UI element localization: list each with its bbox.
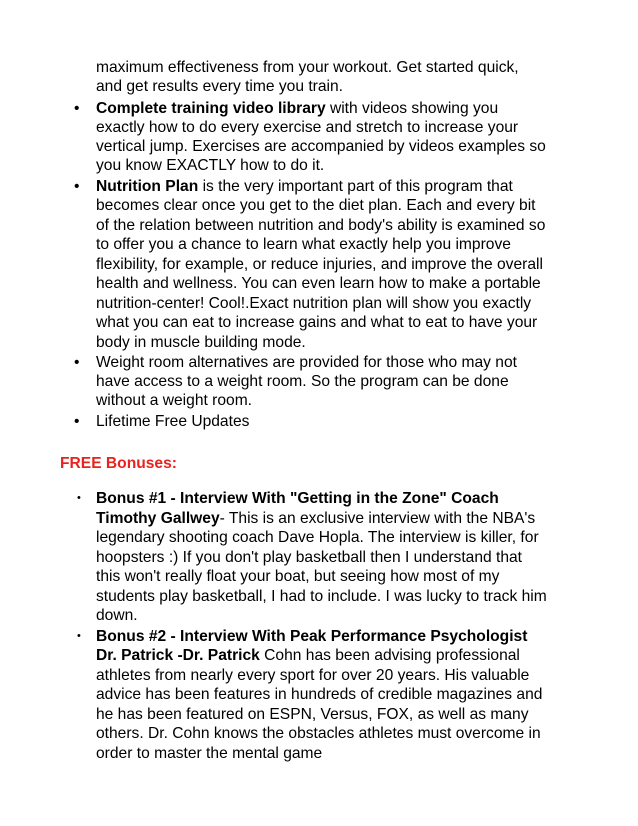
intro-line-2: and get results every time you train. xyxy=(96,78,344,95)
bonus-2-title: Bonus #2 - Interview With Peak Performance Psychologist xyxy=(96,628,528,645)
bonus-1-title-name: Timothy Gallwey xyxy=(96,510,220,527)
feature-3-line-2: have access to a weight room. So the program can be done xyxy=(96,373,509,390)
feature-1-text: with videos showing you xyxy=(325,100,499,117)
bonus-2-title-name: Dr. Patrick -Dr. Patrick xyxy=(96,647,260,664)
bonus-1-line-4: hoopsters :) If you don't play basketball then I understand that xyxy=(96,549,523,566)
feature-2-line-4: to offer you a chance to learn what exactly help you improve xyxy=(96,236,511,253)
feature-2-line-5: flexibility, for example, or reduce injuries, and improve the overall xyxy=(96,256,543,273)
bonus-2-line-5: he has been featured on ESPN, Versus, FOX, as well as many xyxy=(96,706,529,723)
feature-3-line-3: without a weight room. xyxy=(96,392,253,409)
bonus-1-line-6: students play basketball, I had to include. I was lucky to track him xyxy=(96,588,547,605)
bonus-2-line-7: order to master the mental game xyxy=(96,745,323,762)
feature-1-line-1 xyxy=(96,99,498,118)
bonus-2-line-4: advice has been features in hundreds of credible magazines and xyxy=(96,686,543,703)
feature-2-line-3: of the relation between nutrition and body's ability is examined so xyxy=(96,217,546,234)
bonus-1-line-7: down. xyxy=(96,607,138,624)
bonus-2-line-3: athletes from nearly every sport for over 20 years. His valuable xyxy=(96,667,530,684)
feature-2-title: Nutrition Plan xyxy=(96,178,199,195)
bonus-1-title-line-1 xyxy=(96,489,499,508)
bullet-icon: • xyxy=(74,100,80,117)
feature-2-line-2: becomes clear once you get to the diet plan. Each and every bit xyxy=(96,197,536,214)
bullet-icon: • xyxy=(74,178,80,195)
feature-1-title: Complete training video library xyxy=(96,100,326,117)
feature-2-line-8: what you can eat to increase gains and what to eat to have your xyxy=(96,314,538,331)
bullet-icon: • xyxy=(77,492,81,504)
bonus-2-line-6: others. Dr. Cohn knows the obstacles athletes must overcome in xyxy=(96,725,541,742)
bonus-1-line-2 xyxy=(96,509,535,528)
feature-1-line-3: vertical jump. Exercises are accompanied by videos examples so xyxy=(96,138,546,155)
bullet-icon: • xyxy=(74,354,80,371)
bonus-2-title-line-1 xyxy=(96,627,527,646)
bonus-1-line-5: this won't really float your boat, but seeing how most of my xyxy=(96,568,500,585)
bonus-1-text: - This is an exclusive interview with the NBA's xyxy=(219,510,536,527)
feature-2-line-9: body in muscle building mode. xyxy=(96,334,306,351)
feature-2-line-6: health and wellness. You can even learn how to make a portable xyxy=(96,275,541,292)
feature-1-line-2: exactly how to do every exercise and stretch to increase your xyxy=(96,119,519,136)
feature-2-line-7: nutrition-center! Cool!.Exact nutrition plan will show you exactly xyxy=(96,295,532,312)
bonus-1-title: Bonus #1 - Interview With "Getting in the Zone" Coach xyxy=(96,490,499,507)
feature-1-line-4: you know EXACTLY how to do it. xyxy=(96,157,325,174)
feature-4-line-1: Lifetime Free Updates xyxy=(96,413,250,430)
bonus-2-text: Cohn has been advising professional xyxy=(259,647,520,664)
bonuses-heading: FREE Bonuses: xyxy=(60,455,177,472)
bonus-2-line-2 xyxy=(96,646,520,665)
intro-line-1: maximum effectiveness from your workout. Get started quick, xyxy=(96,59,519,76)
feature-2-line-1 xyxy=(96,177,513,196)
feature-3-line-1: Weight room alternatives are provided for those who may not xyxy=(96,354,517,371)
bullet-icon: • xyxy=(74,413,80,430)
feature-2-text: is the very important part of this program that xyxy=(198,178,513,195)
bullet-icon: • xyxy=(77,630,81,642)
bonus-1-line-3: legendary shooting coach Dave Hopla. The interview is killer, for xyxy=(96,529,539,546)
